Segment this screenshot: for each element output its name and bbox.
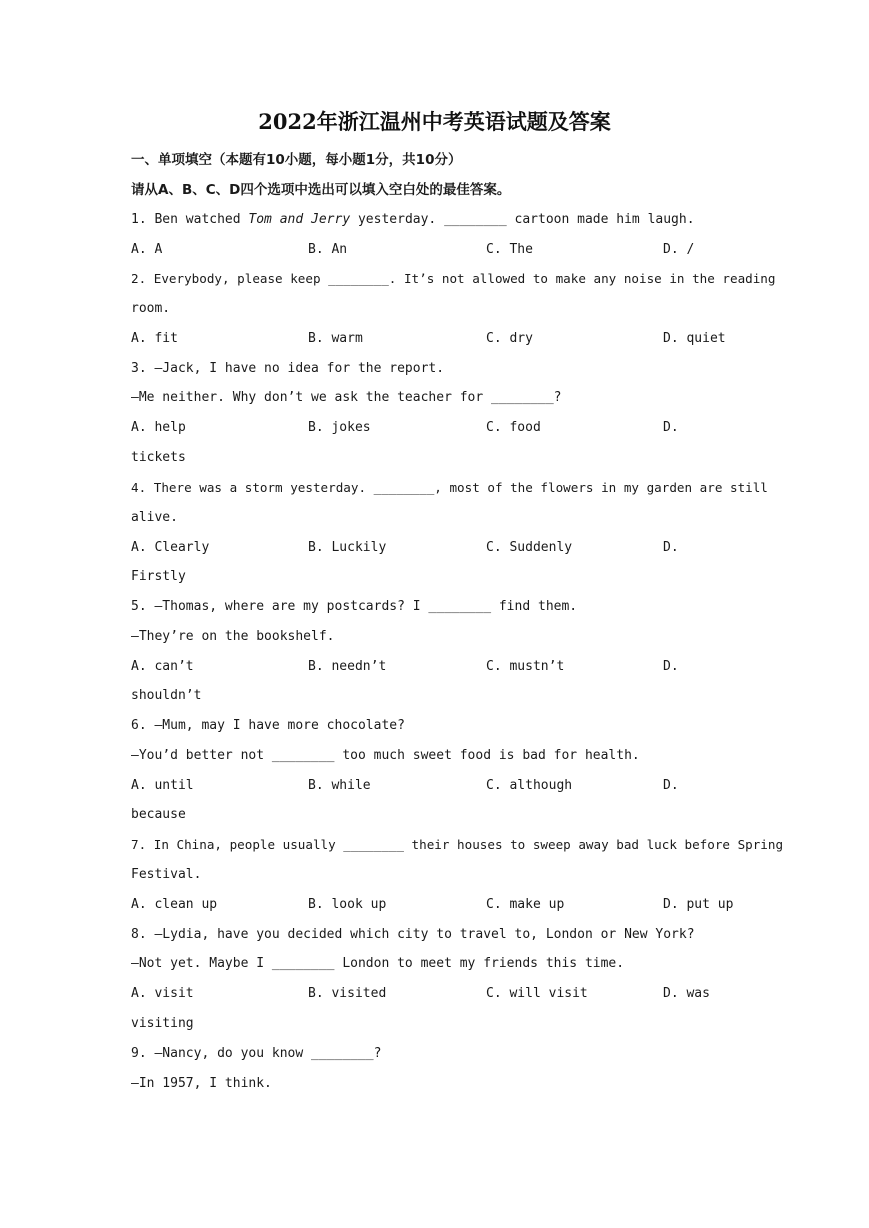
option-c: C. make up <box>486 897 565 912</box>
question-4: 4. There was a storm yesterday. ________, most of the flowers in my garden are still <box>131 480 768 495</box>
option-c: C. food <box>486 420 541 435</box>
section-instruction: 请从A、B、C、D四个选项中选出可以填入空白处的最佳答案。 <box>131 182 511 198</box>
question-2: 2. Everybody, please keep ________. It’s not allowed to make any noise in the reading <box>131 271 776 286</box>
question-5-reply: —They’re on the bookshelf. <box>131 629 335 644</box>
question-9: 9. —Nancy, do you know ________? <box>131 1046 382 1061</box>
option-a: A. fit <box>131 331 178 346</box>
option-d: D. <box>663 540 679 555</box>
option-d: D. / <box>663 242 695 257</box>
page-title: 2022年浙江温州中考英语试题及答案 <box>258 109 611 134</box>
question-3: 3. —Jack, I have no idea for the report. <box>131 361 445 376</box>
option-d-cont: visiting <box>131 1016 194 1031</box>
question-6: 6. —Mum, may I have more chocolate? <box>131 718 405 733</box>
question-9-reply: —In 1957, I think. <box>131 1076 272 1091</box>
option-b: B. visited <box>308 986 387 1001</box>
question-6-reply: —You’d better not ________ too much sweet food is bad for health. <box>131 748 640 763</box>
question-1 <box>131 209 695 231</box>
option-b: B. An <box>308 242 348 257</box>
question-1-text: 1. Ben watched <box>131 212 249 227</box>
option-d: D. quiet <box>663 331 726 346</box>
option-b: B. jokes <box>308 420 371 435</box>
option-d: D. <box>663 659 679 674</box>
question-8: 8. —Lydia, have you decided which city to travel to, London or New York? <box>131 927 695 942</box>
option-a: A. visit <box>131 986 194 1001</box>
option-a: A. help <box>131 420 186 435</box>
option-a: A. clean up <box>131 897 218 912</box>
question-2-cont: room. <box>131 301 171 316</box>
option-c: C. mustn’t <box>486 659 565 674</box>
option-b: B. look up <box>308 897 387 912</box>
question-4-cont: alive. <box>131 510 178 525</box>
question-3-reply: —Me neither. Why don’t we ask the teacher for ________? <box>131 390 562 405</box>
option-b: B. needn’t <box>308 659 387 674</box>
option-d-cont: shouldn’t <box>131 688 202 703</box>
option-c: C. although <box>486 778 573 793</box>
question-1-text-cont: yesterday. ________ cartoon made him laugh. <box>350 212 695 227</box>
option-c: C. will visit <box>486 986 588 1001</box>
option-c: C. The <box>486 242 533 257</box>
section-heading: 一、单项填空（本题有10小题，每小题1分，共10分） <box>131 152 462 168</box>
option-d: D. was <box>663 986 710 1001</box>
question-7: 7. In China, people usually ________ their houses to sweep away bad luck before Spring <box>131 837 784 852</box>
question-7-cont: Festival. <box>131 867 202 882</box>
option-d: D. put up <box>663 897 734 912</box>
option-a: A. A <box>131 242 163 257</box>
option-b: B. warm <box>308 331 363 346</box>
question-5: 5. —Thomas, where are my postcards? I ________ find them. <box>131 599 578 614</box>
option-b: B. while <box>308 778 371 793</box>
option-c: C. Suddenly <box>486 540 573 555</box>
question-8-reply: —Not yet. Maybe I ________ London to meet my friends this time. <box>131 956 625 971</box>
option-d-cont: Firstly <box>131 569 186 584</box>
option-c: C. dry <box>486 331 533 346</box>
option-d-cont: because <box>131 807 186 822</box>
option-d-cont: tickets <box>131 450 186 465</box>
option-d: D. <box>663 420 679 435</box>
option-a: A. can’t <box>131 659 194 674</box>
option-a: A. until <box>131 778 194 793</box>
option-a: A. Clearly <box>131 540 210 555</box>
option-b: B. Luckily <box>308 540 387 555</box>
option-d: D. <box>663 778 679 793</box>
question-1-title-italic: Tom and Jerry <box>248 212 351 227</box>
